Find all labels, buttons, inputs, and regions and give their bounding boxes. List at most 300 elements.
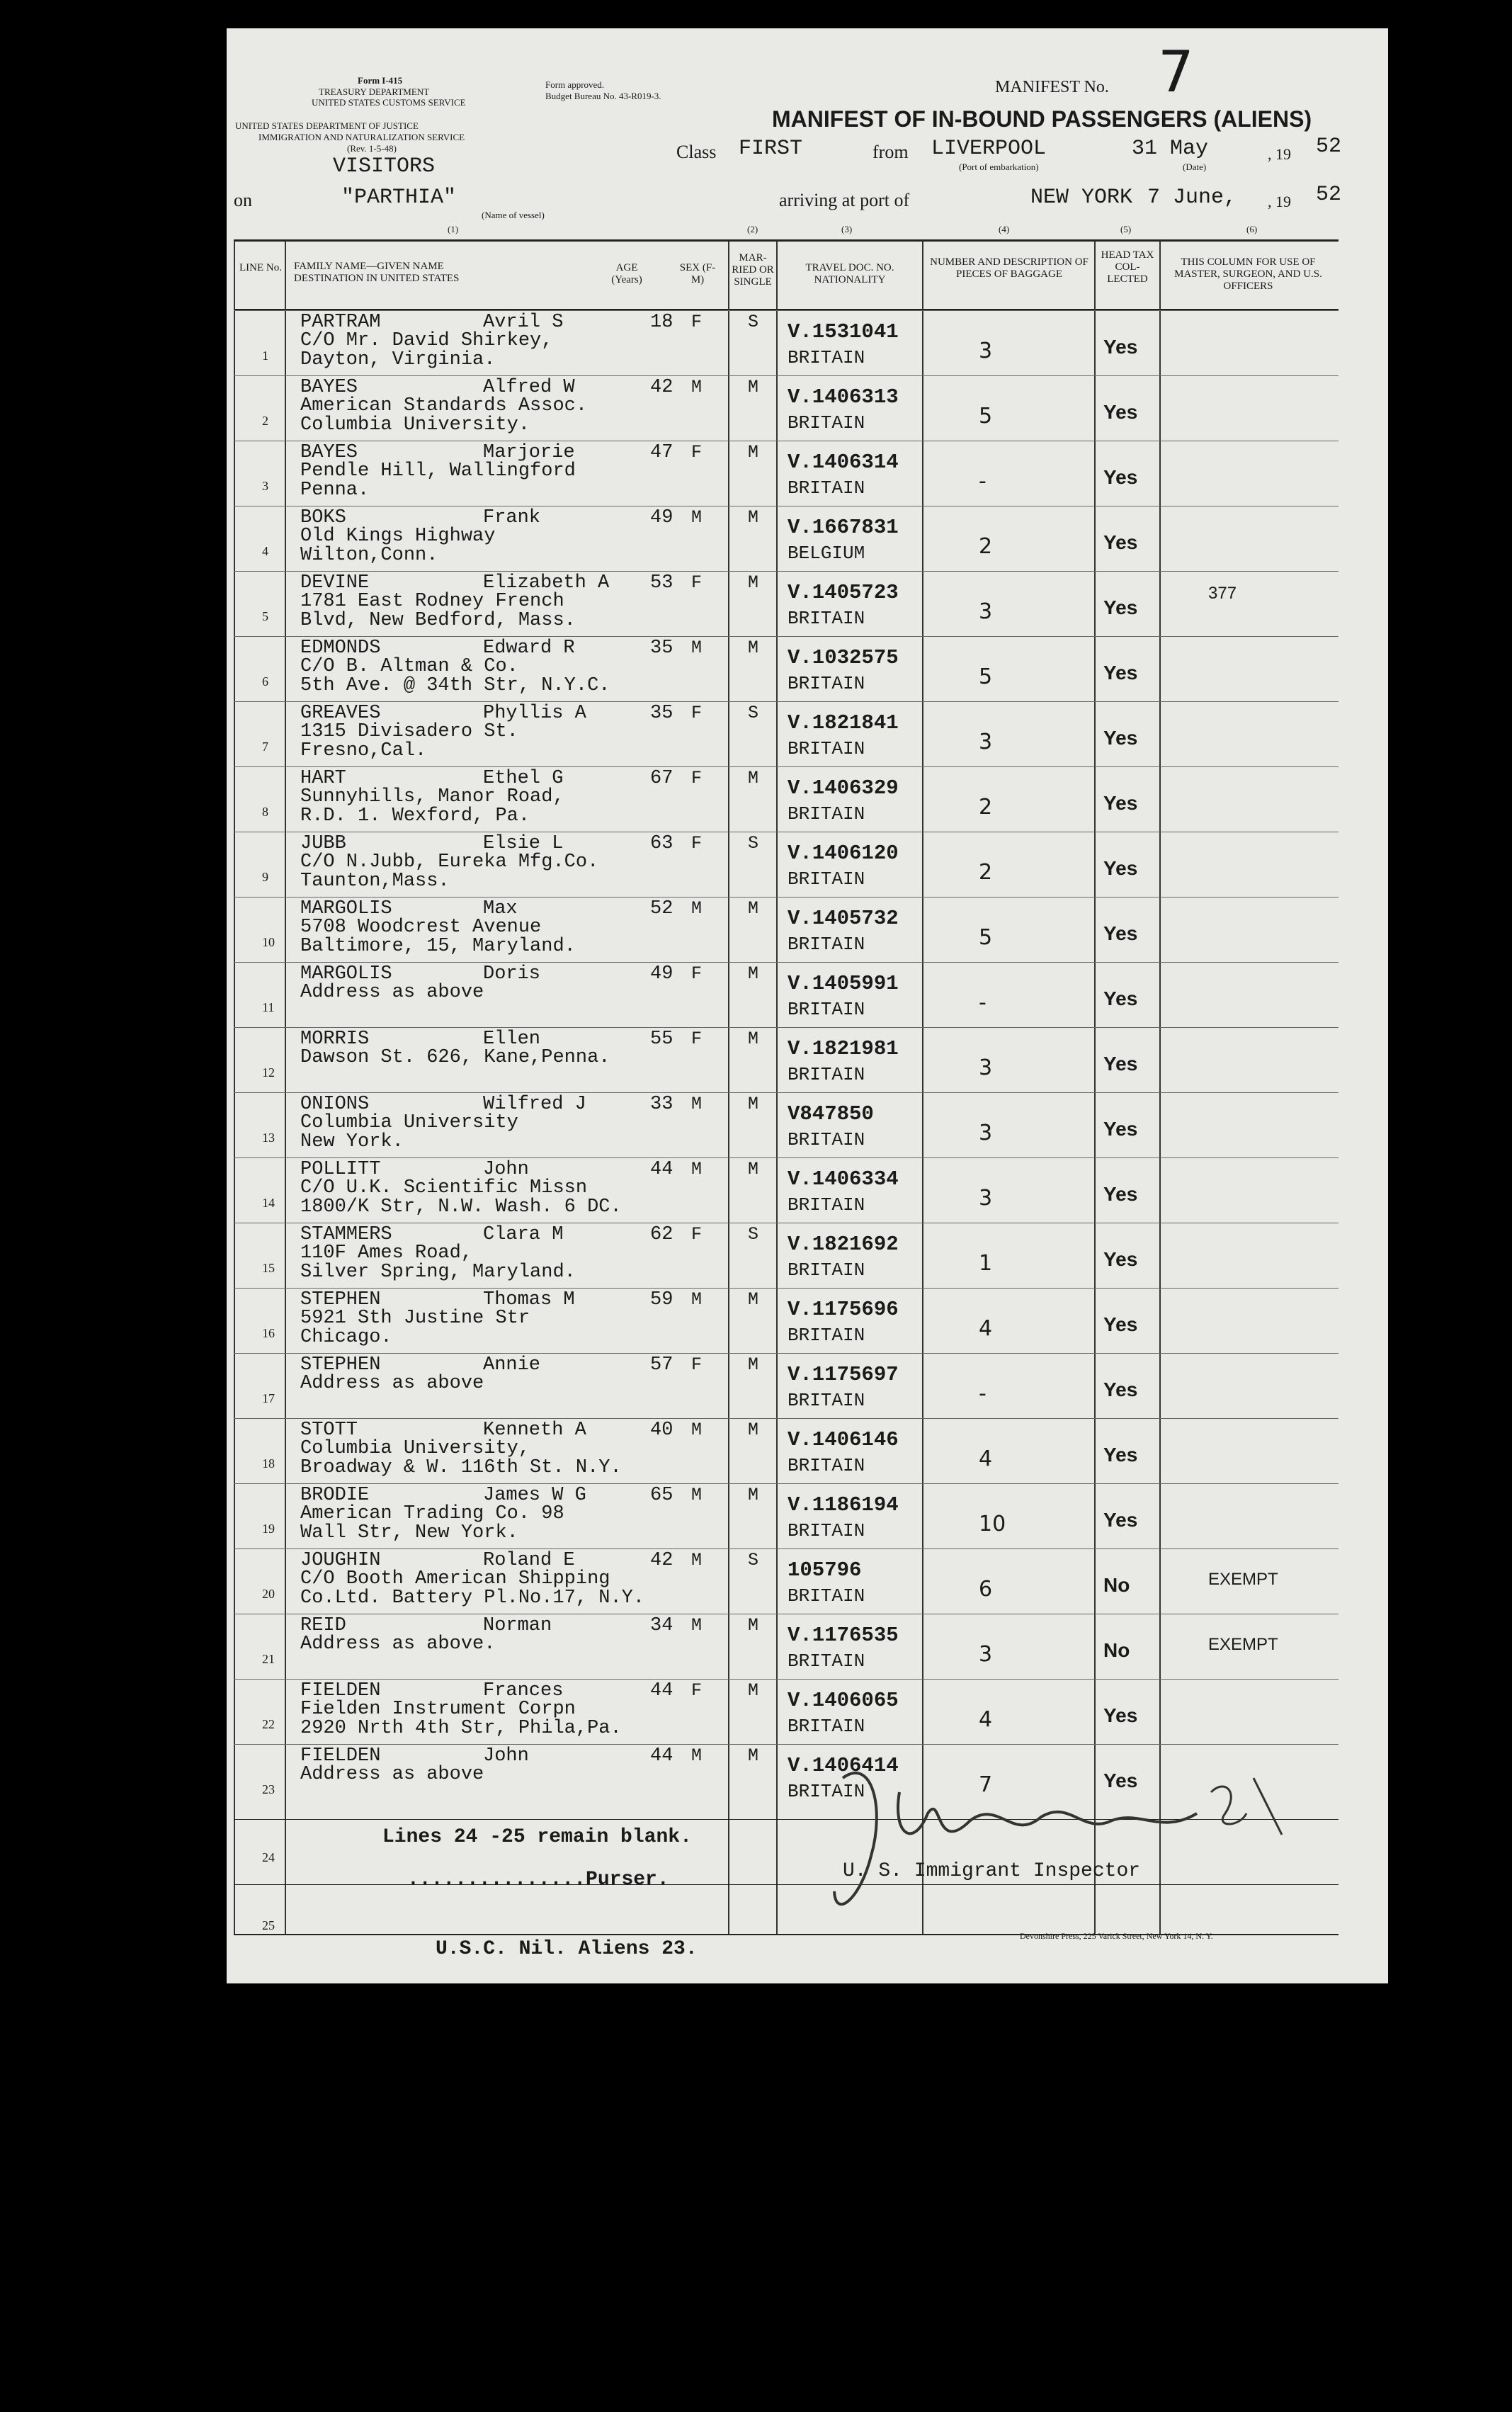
nationality: BRITAIN bbox=[788, 608, 865, 629]
col-header-age: AGE (Years) bbox=[611, 262, 642, 285]
col-header-sex: SEX (F-M) bbox=[679, 262, 716, 285]
marital-status: M bbox=[748, 1029, 759, 1049]
marital-status: M bbox=[748, 377, 759, 397]
marital-status: M bbox=[748, 638, 759, 658]
marital-status: M bbox=[748, 1094, 759, 1114]
head-tax-collected: Yes bbox=[1103, 1378, 1138, 1400]
nationality: BRITAIN bbox=[788, 1520, 865, 1541]
family-name: HART bbox=[300, 768, 346, 789]
age: 33 bbox=[650, 1094, 673, 1115]
from-value: LIVERPOOL bbox=[931, 137, 1047, 161]
baggage-count: - bbox=[979, 469, 987, 494]
officer-remark: EXEMPT bbox=[1208, 1570, 1278, 1589]
nationality: BRITAIN bbox=[788, 868, 865, 890]
given-name: Annie bbox=[483, 1354, 541, 1376]
age: 62 bbox=[650, 1224, 673, 1245]
given-name: Frank bbox=[483, 507, 541, 528]
travel-doc-no: 105796 bbox=[788, 1558, 862, 1582]
row-rule bbox=[234, 1157, 1338, 1158]
arriving-label: arriving at port of bbox=[779, 190, 910, 210]
embark-year: 52 bbox=[1316, 135, 1342, 159]
sex: M bbox=[691, 377, 703, 397]
col-header-baggage: NUMBER AND DESCRIPTION OF PIECES OF BAGGAGE bbox=[930, 256, 1088, 280]
sex: F bbox=[691, 703, 703, 723]
manifest-no: 7 bbox=[1158, 39, 1194, 105]
vessel-caption: (Name of vessel) bbox=[482, 210, 545, 220]
col-header-travel-doc: TRAVEL DOC. NO. NATIONALITY bbox=[805, 262, 894, 285]
family-name: EDMONDS bbox=[300, 638, 381, 659]
given-name: Doris bbox=[483, 963, 541, 985]
travel-doc-no: V.1406065 bbox=[788, 1689, 899, 1712]
baggage-count: - bbox=[979, 990, 987, 1015]
destination-line-1: C/O U.K. Scientific Missn bbox=[300, 1177, 588, 1199]
destination-line-2: Penna. bbox=[300, 480, 370, 501]
sex: M bbox=[691, 1289, 703, 1310]
baggage-count: 3 bbox=[979, 730, 993, 754]
given-name: Elizabeth A bbox=[483, 572, 610, 594]
travel-doc-no: V.1406146 bbox=[788, 1428, 899, 1451]
travel-doc-no: V.1405723 bbox=[788, 581, 899, 604]
nationality: BRITAIN bbox=[788, 1129, 865, 1150]
form-approved: Form approved. bbox=[545, 79, 605, 90]
travel-doc-no: V.1531041 bbox=[788, 320, 899, 344]
dept-treasury: TREASURY DEPARTMENT bbox=[319, 86, 430, 97]
age: 35 bbox=[650, 703, 673, 724]
destination-line-1: 5708 Woodcrest Avenue bbox=[300, 917, 542, 938]
col-header-line: LINE No. bbox=[239, 262, 282, 273]
table-row bbox=[234, 571, 1338, 636]
given-name: Edward R bbox=[483, 638, 575, 659]
row-rule bbox=[234, 1483, 1338, 1484]
destination-line-1: 1315 Divisadero St. bbox=[300, 721, 518, 742]
destination-line-2: Baltimore, 15, Maryland. bbox=[300, 936, 576, 957]
row-rule bbox=[234, 571, 1338, 572]
line-number: 15 bbox=[262, 1261, 275, 1275]
given-name: Ellen bbox=[483, 1029, 541, 1050]
marital-status: M bbox=[748, 1745, 759, 1766]
punch-hole bbox=[161, 1473, 198, 1510]
destination-line-2: Co.Ltd. Battery Pl.No.17, N.Y. bbox=[300, 1587, 645, 1609]
sex: F bbox=[691, 1029, 703, 1049]
col-header-name: FAMILY NAME—GIVEN NAME DESTINATION IN UNITED STATES bbox=[294, 261, 460, 284]
officer-remark: EXEMPT bbox=[1208, 1635, 1278, 1654]
row-rule bbox=[234, 1092, 1338, 1093]
table-row bbox=[234, 1548, 1338, 1614]
head-tax-collected: Yes bbox=[1103, 401, 1138, 423]
family-name: POLLITT bbox=[300, 1159, 381, 1180]
destination-line-2: New York. bbox=[300, 1131, 404, 1153]
head-tax-collected: Yes bbox=[1103, 922, 1138, 944]
row-rule bbox=[234, 1353, 1338, 1354]
given-name: Elsie L bbox=[483, 833, 564, 854]
age: 65 bbox=[650, 1485, 673, 1506]
col-num: (3) bbox=[841, 224, 853, 234]
given-name: Ethel G bbox=[483, 768, 564, 789]
baggage-count: 5 bbox=[979, 925, 993, 950]
marital-status: S bbox=[748, 312, 759, 332]
destination-line-2: Blvd, New Bedford, Mass. bbox=[300, 610, 576, 631]
table-row bbox=[234, 310, 1338, 375]
line-number: 17 bbox=[262, 1391, 275, 1405]
sex: M bbox=[691, 1745, 703, 1766]
destination-line-1: Sunnyhills, Manor Road, bbox=[300, 786, 564, 808]
arrival-year: 52 bbox=[1316, 183, 1342, 207]
nationality: BRITAIN bbox=[788, 1455, 865, 1476]
travel-doc-no: V.1175696 bbox=[788, 1298, 899, 1321]
destination-line-2: Dayton, Virginia. bbox=[300, 349, 496, 370]
head-tax-collected: Yes bbox=[1103, 727, 1138, 749]
sex: M bbox=[691, 638, 703, 658]
punch-hole bbox=[161, 992, 198, 1029]
given-name: Kenneth A bbox=[483, 1420, 586, 1441]
col-num: (2) bbox=[747, 224, 758, 234]
line-number: 11 bbox=[262, 1000, 275, 1014]
baggage-count: 4 bbox=[979, 1316, 993, 1341]
destination-line-1: Old Kings Highway bbox=[300, 526, 496, 547]
line-number: 19 bbox=[262, 1522, 275, 1536]
nationality: BRITAIN bbox=[788, 347, 865, 368]
family-name: STAMMERS bbox=[300, 1224, 392, 1245]
travel-doc-no: V.1406329 bbox=[788, 776, 899, 800]
baggage-count: 3 bbox=[979, 1055, 993, 1080]
line-number: 21 bbox=[262, 1652, 275, 1666]
destination-line-1: Address as above bbox=[300, 1764, 484, 1785]
row-rule bbox=[234, 636, 1338, 637]
nationality: BRITAIN bbox=[788, 803, 865, 825]
given-name: Alfred W bbox=[483, 377, 575, 398]
officer-remark: 377 bbox=[1208, 584, 1237, 603]
given-name: Roland E bbox=[483, 1550, 575, 1571]
row-rule bbox=[234, 1288, 1338, 1289]
inspector-line: U. S. Immigrant Inspector bbox=[843, 1860, 1141, 1882]
travel-doc-no: V.1406120 bbox=[788, 842, 899, 865]
travel-doc-no: V.1821981 bbox=[788, 1037, 899, 1060]
summary-line: U.S.C. Nil. Aliens 23. bbox=[436, 1938, 698, 1960]
table-row bbox=[234, 701, 1338, 766]
destination-line-2: Wilton,Conn. bbox=[300, 545, 438, 566]
inspector-signature bbox=[829, 1750, 1324, 1934]
destination-line-2: Silver Spring, Maryland. bbox=[300, 1262, 576, 1283]
destination-line-1: 110F Ames Road, bbox=[300, 1242, 473, 1264]
baggage-count: 3 bbox=[979, 1186, 993, 1211]
baggage-count: 4 bbox=[979, 1446, 993, 1471]
baggage-count: 3 bbox=[979, 1642, 993, 1667]
marital-status: M bbox=[748, 898, 759, 919]
travel-doc-no: V.1406314 bbox=[788, 451, 899, 474]
age: 18 bbox=[650, 312, 673, 333]
family-name: GREAVES bbox=[300, 703, 381, 724]
given-name: James W G bbox=[483, 1485, 586, 1506]
age: 40 bbox=[650, 1420, 673, 1441]
given-name: Thomas M bbox=[483, 1289, 575, 1310]
punch-hole bbox=[161, 81, 198, 118]
age: 44 bbox=[650, 1680, 673, 1702]
sex: F bbox=[691, 312, 703, 332]
destination-line-1: Address as above bbox=[300, 982, 484, 1003]
family-name: ONIONS bbox=[300, 1094, 370, 1115]
nationality: BRITAIN bbox=[788, 1781, 865, 1802]
family-name: MARGOLIS bbox=[300, 963, 392, 985]
arrival-port: NEW YORK bbox=[1030, 186, 1133, 210]
marital-status: M bbox=[748, 1289, 759, 1310]
table-row bbox=[234, 897, 1338, 962]
row-rule bbox=[234, 962, 1338, 963]
table-row bbox=[234, 1157, 1338, 1223]
class-value: FIRST bbox=[739, 137, 803, 161]
from-label: from bbox=[872, 142, 909, 162]
marital-status: M bbox=[748, 507, 759, 528]
line-number: 12 bbox=[262, 1065, 275, 1080]
sex: F bbox=[691, 768, 703, 788]
travel-doc-no: V.1667831 bbox=[788, 516, 899, 539]
baggage-count: - bbox=[979, 1381, 987, 1406]
destination-line-2: Chicago. bbox=[300, 1327, 392, 1348]
nationality: BRITAIN bbox=[788, 1194, 865, 1216]
nationality: BRITAIN bbox=[788, 934, 865, 955]
col-num: (4) bbox=[999, 224, 1010, 234]
travel-doc-no: V.1405732 bbox=[788, 907, 899, 930]
sex: F bbox=[691, 963, 703, 984]
dept-justice: UNITED STATES DEPARTMENT OF JUSTICE bbox=[235, 120, 419, 131]
line-number: 23 bbox=[262, 1782, 275, 1796]
age: 44 bbox=[650, 1159, 673, 1180]
blank-line-number: 25 bbox=[262, 1918, 275, 1932]
destination-line-2: Fresno,Cal. bbox=[300, 740, 427, 761]
marital-status: S bbox=[748, 833, 759, 854]
manifest-title: MANIFEST OF IN-BOUND PASSENGERS (ALIENS) bbox=[772, 106, 1312, 132]
line-number: 5 bbox=[262, 609, 268, 623]
age: 44 bbox=[650, 1745, 673, 1767]
row-rule bbox=[234, 897, 1338, 898]
form-revision: (Rev. 1-5-48) bbox=[347, 143, 397, 154]
destination-line-2: R.D. 1. Wexford, Pa. bbox=[300, 805, 530, 827]
table-row bbox=[234, 1418, 1338, 1483]
head-tax-collected: Yes bbox=[1103, 531, 1138, 553]
baggage-count: 7 bbox=[979, 1772, 993, 1797]
sex: F bbox=[691, 833, 703, 854]
destination-line-2: Broadway & W. 116th St. N.Y. bbox=[300, 1457, 622, 1478]
nationality: BRITAIN bbox=[788, 738, 865, 759]
line-number: 20 bbox=[262, 1587, 275, 1601]
travel-doc-no: V.1406334 bbox=[788, 1167, 899, 1191]
line-number: 7 bbox=[262, 740, 268, 754]
head-tax-collected: Yes bbox=[1103, 1183, 1138, 1205]
age: 42 bbox=[650, 377, 673, 398]
class-label: Class bbox=[676, 142, 717, 162]
arrival-year-prefix: , 19 bbox=[1268, 193, 1291, 210]
line-number: 22 bbox=[262, 1717, 275, 1731]
sex: M bbox=[691, 1485, 703, 1505]
head-tax-collected: Yes bbox=[1103, 662, 1138, 684]
travel-doc-no: V.1821841 bbox=[788, 711, 899, 735]
marital-status: S bbox=[748, 703, 759, 723]
table-row bbox=[234, 441, 1338, 506]
destination-line-1: C/O N.Jubb, Eureka Mfg.Co. bbox=[300, 851, 599, 873]
nationality: BRITAIN bbox=[788, 1390, 865, 1411]
baggage-count: 6 bbox=[979, 1577, 993, 1602]
marital-status: M bbox=[748, 1485, 759, 1505]
sex: F bbox=[691, 1680, 703, 1701]
nationality: BRITAIN bbox=[788, 477, 865, 499]
col-header-head-tax: HEAD TAX COL-LECTED bbox=[1101, 249, 1154, 285]
nationality: BRITAIN bbox=[788, 1325, 865, 1346]
marital-status: M bbox=[748, 572, 759, 593]
col-header-officers: THIS COLUMN FOR USE OF MASTER, SURGEON, AND U.S. OFFICERS bbox=[1174, 256, 1322, 292]
age: 55 bbox=[650, 1029, 673, 1050]
line-number: 9 bbox=[262, 870, 268, 884]
given-name: John bbox=[483, 1159, 529, 1180]
destination-line-1: American Standards Assoc. bbox=[300, 395, 588, 417]
baggage-count: 1 bbox=[979, 1251, 993, 1276]
table-row bbox=[234, 506, 1338, 571]
blank-line-number: 24 bbox=[262, 1850, 275, 1864]
nationality: BRITAIN bbox=[788, 412, 865, 434]
given-name: Norman bbox=[483, 1615, 552, 1636]
destination-line-1: 5921 Sth Justine Str bbox=[300, 1308, 530, 1329]
travel-doc-no: V.1186194 bbox=[788, 1493, 899, 1517]
head-tax-collected: Yes bbox=[1103, 336, 1138, 358]
given-name: John bbox=[483, 1745, 529, 1767]
lines-blank-note: Lines 24 -25 remain blank. bbox=[382, 1826, 692, 1848]
baggage-count: 5 bbox=[979, 404, 993, 429]
line-number: 8 bbox=[262, 805, 268, 819]
line-number: 16 bbox=[262, 1326, 275, 1340]
head-tax-collected: Yes bbox=[1103, 1704, 1138, 1726]
head-tax-collected: Yes bbox=[1103, 1509, 1138, 1531]
sex: F bbox=[691, 1224, 703, 1245]
destination-line-1: C/O Booth American Shipping bbox=[300, 1568, 610, 1590]
table-row bbox=[234, 1288, 1338, 1353]
destination-line-2: Taunton,Mass. bbox=[300, 871, 450, 892]
baggage-count: 5 bbox=[979, 664, 993, 689]
travel-doc-no: V.1406414 bbox=[788, 1754, 899, 1777]
given-name: Max bbox=[483, 898, 518, 919]
family-name: JOUGHIN bbox=[300, 1550, 381, 1571]
nationality: BRITAIN bbox=[788, 1716, 865, 1737]
marital-status: S bbox=[748, 1224, 759, 1245]
family-name: FIELDEN bbox=[300, 1680, 381, 1702]
head-tax-collected: Yes bbox=[1103, 987, 1138, 1009]
family-name: REID bbox=[300, 1615, 346, 1636]
destination-line-1: Columbia University bbox=[300, 1112, 518, 1133]
destination-line-1: Columbia University, bbox=[300, 1438, 530, 1459]
age: 42 bbox=[650, 1550, 673, 1571]
purser-line: ...............Purser. bbox=[407, 1869, 669, 1891]
arrival-date: 7 June, bbox=[1147, 186, 1237, 210]
given-name: Frances bbox=[483, 1680, 564, 1702]
travel-doc-no: V.1032575 bbox=[788, 646, 899, 669]
family-name: BAYES bbox=[300, 442, 358, 463]
family-name: FIELDEN bbox=[300, 1745, 381, 1767]
age: 52 bbox=[650, 898, 673, 919]
embark-date: 31 May bbox=[1132, 137, 1209, 161]
table-top-rule bbox=[234, 239, 1338, 242]
sex: M bbox=[691, 1615, 703, 1636]
head-tax-collected: Yes bbox=[1103, 596, 1138, 618]
row-rule bbox=[234, 701, 1338, 702]
row-rule bbox=[234, 375, 1338, 376]
nationality: BRITAIN bbox=[788, 1259, 865, 1281]
baggage-count: 2 bbox=[979, 795, 993, 820]
marital-status: M bbox=[748, 1420, 759, 1440]
destination-line-1: Address as above. bbox=[300, 1634, 496, 1655]
vessel-name: "PARTHIA" bbox=[341, 186, 457, 210]
age: 53 bbox=[650, 572, 673, 594]
year-prefix: , 19 bbox=[1268, 145, 1291, 163]
head-tax-collected: Yes bbox=[1103, 857, 1138, 879]
row-rule bbox=[234, 1679, 1338, 1680]
sex: M bbox=[691, 1550, 703, 1570]
travel-doc-no: V.1175697 bbox=[788, 1363, 899, 1386]
date-caption: (Date) bbox=[1183, 162, 1207, 172]
travel-doc-no: V.1406313 bbox=[788, 385, 899, 409]
destination-line-1: American Trading Co. 98 bbox=[300, 1503, 564, 1524]
marital-status: M bbox=[748, 1615, 759, 1636]
marital-status: M bbox=[748, 442, 759, 463]
sex: M bbox=[691, 1420, 703, 1440]
family-name: BRODIE bbox=[300, 1485, 370, 1506]
nationality: BRITAIN bbox=[788, 673, 865, 694]
col-num: (6) bbox=[1246, 224, 1258, 234]
col-num: (1) bbox=[448, 224, 459, 234]
row-rule bbox=[234, 1744, 1338, 1745]
table-row bbox=[234, 962, 1338, 1027]
nationality: BRITAIN bbox=[788, 1651, 865, 1672]
marital-status: M bbox=[748, 1680, 759, 1701]
destination-line-2: 5th Ave. @ 34th Str, N.Y.C. bbox=[300, 675, 610, 696]
family-name: STOTT bbox=[300, 1420, 358, 1441]
sex: M bbox=[691, 898, 703, 919]
destination-line-2: Columbia University. bbox=[300, 414, 530, 436]
visitors-label: VISITORS bbox=[333, 154, 436, 179]
baggage-count: 2 bbox=[979, 534, 993, 559]
travel-doc-no: V.1405991 bbox=[788, 972, 899, 995]
marital-status: M bbox=[748, 1354, 759, 1375]
col-num: (5) bbox=[1120, 224, 1132, 234]
nationality: BRITAIN bbox=[788, 999, 865, 1020]
age: 59 bbox=[650, 1289, 673, 1310]
family-name: BAYES bbox=[300, 377, 358, 398]
row-rule bbox=[234, 766, 1338, 767]
given-name: Phyllis A bbox=[483, 703, 586, 724]
sex: M bbox=[691, 507, 703, 528]
line-number: 6 bbox=[262, 674, 268, 689]
head-tax-collected: Yes bbox=[1103, 1248, 1138, 1270]
table-row bbox=[234, 1027, 1338, 1092]
punch-hole bbox=[161, 210, 198, 247]
line-number: 10 bbox=[262, 935, 275, 949]
destination-line-1: Pendle Hill, Wallingford bbox=[300, 460, 576, 482]
head-tax-collected: Yes bbox=[1103, 1444, 1138, 1466]
row-rule bbox=[234, 1027, 1338, 1028]
printer-imprint: Devonshire Press, 225 Varick Street, New York 14, N. Y. bbox=[1020, 1931, 1213, 1941]
destination-line-1: C/O Mr. David Shirkey, bbox=[300, 330, 553, 351]
family-name: PARTRAM bbox=[300, 312, 381, 333]
head-tax-collected: Yes bbox=[1103, 792, 1138, 814]
destination-line-1: Fielden Instrument Corpn bbox=[300, 1699, 576, 1720]
on-label: on bbox=[234, 190, 252, 210]
table-row bbox=[234, 1679, 1338, 1744]
table-row bbox=[234, 1223, 1338, 1288]
row-rule bbox=[234, 1548, 1338, 1549]
line-number: 14 bbox=[262, 1196, 275, 1210]
destination-line-2: Wall Str, New York. bbox=[300, 1522, 518, 1544]
sex: M bbox=[691, 1159, 703, 1179]
head-tax-collected: Yes bbox=[1103, 1053, 1138, 1075]
port-caption: (Port of embarkation) bbox=[959, 162, 1039, 172]
head-tax-collected: No bbox=[1103, 1574, 1130, 1596]
head-tax-collected: Yes bbox=[1103, 1313, 1138, 1335]
